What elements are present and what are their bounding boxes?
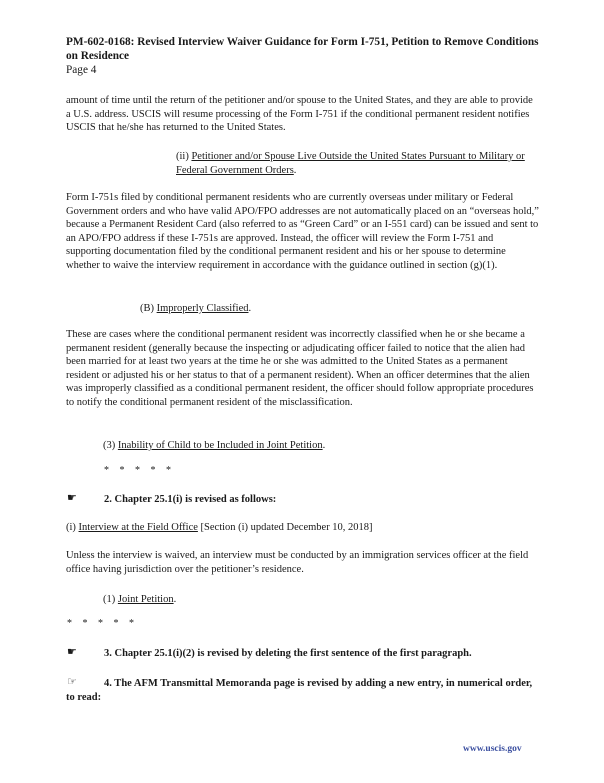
paragraph-interview-required: Unless the interview is waived, an interview must be conducted by an immigration services officer at the field office having jurisdiction over the petitioner’s residence. xyxy=(66,550,529,575)
pointing-hand-icon: ☛ xyxy=(67,645,77,658)
section-i-heading: (i) Interview at the Field Office [Section (i) updated December 10, 2018] xyxy=(66,522,373,533)
subsection-ii-title: Petitioner and/or Spouse Live Outside the United States Pursuant to Military or Federal Government Orders xyxy=(176,151,525,176)
paragraph-apo-fpo: Form I-751s filed by conditional permanent residents who are currently overseas under military or Federal Government orders and who have valid APO/FPO addresses are not automatically placed on an “overseas hold,” because a Permanent Resident Card (also referred to as “Green Card” or an I-551 card) can be issued and sent to an APO/FPO address if these I-751s are approved. Instead, the officer will review the Form I-751 and supporting documentation filed by the conditional permanent resident and his or her spouse to determine whether to waive the interview requirement in accordance with the guidance outlined in section (g)(1). xyxy=(66,192,539,271)
omission-stars-2: * * * * * xyxy=(67,618,138,629)
paragraph-overseas-hold: amount of time until the return of the petitioner and/or spouse to the United States, and they are able to provide a U.S. address. USCIS will resume processing of the Form I-751 if the conditional permanent resident notifies USCIS that he/she has returned to the United States. xyxy=(66,95,533,134)
section-i-title: Interview at the Field Office xyxy=(78,522,198,533)
footer-url: www.uscis.gov xyxy=(463,744,522,754)
subsection-3-title: Inability of Child to be Included in Joint Petition xyxy=(117,440,323,451)
page-header xyxy=(66,35,546,77)
section-i-update-note: [Section (i) updated December 10, 2018] xyxy=(197,522,373,533)
subsection-1-title: Joint Petition xyxy=(117,594,174,605)
pointing-hand-outline-icon: ☞ xyxy=(67,675,77,688)
pointing-hand-icon: ☛ xyxy=(67,491,77,504)
subsection-3-heading: (3) Inability of Child to be Included in Joint Petition. xyxy=(103,440,326,451)
document-title: PM-602-0168: Revised Interview Waiver Guidance for Form I-751, Petition to Remove Conditions on Residence xyxy=(66,36,539,62)
subsection-b-heading: (B) Improperly Classified. xyxy=(140,303,252,314)
paragraph-improperly-classified: These are cases where the conditional permanent resident was incorrectly classified when he or she became a permanent resident (generally because the inspecting or adjudicating officer failed to notice that the alien had been married for at least two years at the time he or she was admitted to the United States as a permanent resident or adjusted his or her status to that of a permanent resident). When an officer determines that the alien was improperly classified as a conditional permanent resident, the officer should follow appropriate procedures to notify the conditional permanent resident of the misclassification. xyxy=(66,329,534,408)
subsection-ii-heading: (ii) Petitioner and/or Spouse Live Outside the United States Pursuant to Military or Federal Government Orders. xyxy=(176,151,525,176)
subsection-1-heading: (1) Joint Petition. xyxy=(103,594,177,605)
page-number: Page 4 xyxy=(66,64,97,76)
item-4-instruction: 4. The AFM Transmittal Memoranda page is revised by adding a new entry, in numerical order, to read: xyxy=(66,678,533,703)
item-3-instruction: 3. Chapter 25.1(i)(2) is revised by deleting the first sentence of the first paragraph. xyxy=(104,648,472,659)
item-2-instruction: 2. Chapter 25.1(i) is revised as follows: xyxy=(104,494,277,505)
omission-stars: * * * * * xyxy=(104,465,175,476)
subsection-b-title: Improperly Classified xyxy=(156,303,249,314)
